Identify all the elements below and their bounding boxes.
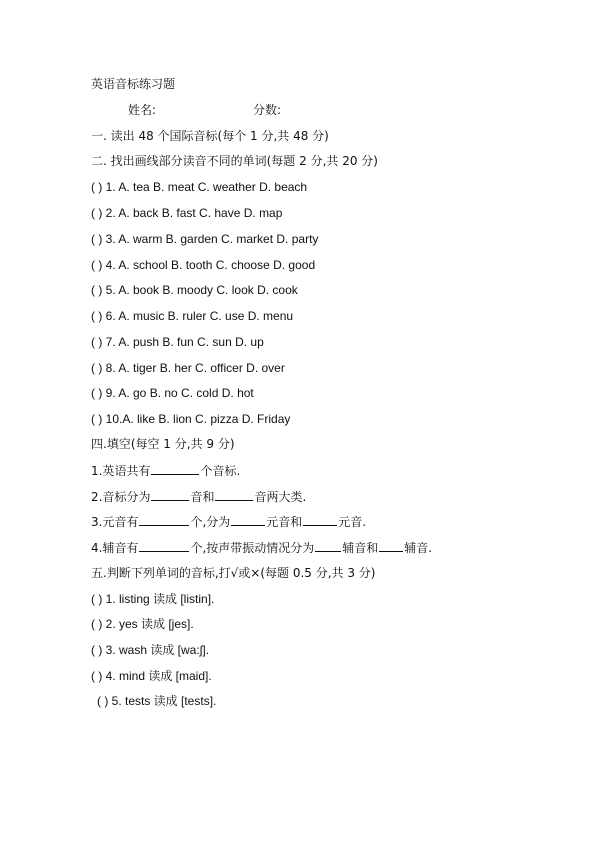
answer-blank[interactable] — [139, 513, 189, 526]
answer-blank[interactable] — [379, 539, 403, 552]
fill-q2-text-c: 音两大类. — [254, 490, 307, 504]
fill-question-3 — [91, 513, 366, 530]
fill-question-4 — [91, 539, 432, 556]
section-2-title: 二. 找出画线部分读音不同的单词(每题 2 分,共 20 分) — [91, 154, 378, 168]
score-label: 分数: — [253, 103, 282, 117]
section-2-item-4: ( ) 4. A. school B. tooth C. choose D. good — [91, 258, 316, 272]
section-2-item-2: ( ) 2. A. back B. fast C. have D. map — [91, 206, 283, 220]
fill-q3-text-c: 元音和 — [266, 515, 303, 529]
section-2-item-1: ( ) 1. A. tea B. meat C. weather D. beach — [91, 180, 308, 194]
fill-question-1 — [91, 462, 240, 479]
answer-blank[interactable] — [151, 488, 189, 501]
section-2-item-6: ( ) 6. A. music B. ruler C. use D. menu — [91, 309, 294, 323]
fill-q1-text-a: 1.英语共有 — [91, 464, 151, 478]
fill-q4-text-c: 辅音和 — [342, 541, 379, 555]
section-5-item-4: ( ) 4. mind 读成 [maid]. — [91, 669, 212, 683]
answer-blank[interactable] — [315, 539, 341, 552]
fill-q4-text-d: 辅音. — [404, 541, 433, 555]
fill-q2-text-b: 音和 — [190, 490, 215, 504]
section-5-item-1: ( ) 1. listing 读成 [listin]. — [91, 592, 215, 606]
section-5-title: 五.判断下列单词的音标,打√或×(每题 0.5 分,共 3 分) — [91, 566, 376, 580]
answer-blank[interactable] — [231, 513, 265, 526]
fill-q4-text-a: 4.辅音有 — [91, 541, 139, 555]
answer-blank[interactable] — [303, 513, 337, 526]
worksheet-title: 英语音标练习题 — [91, 77, 176, 91]
section-5-item-2: ( ) 2. yes 读成 [jes]. — [91, 617, 194, 631]
section-2-item-8: ( ) 8. A. tiger B. her C. officer D. over — [91, 361, 285, 375]
section-2-item-7: ( ) 7. A. push B. fun C. sun D. up — [91, 335, 264, 349]
section-2-item-9: ( ) 9. A. go B. no C. cold D. hot — [91, 386, 254, 400]
name-label: 姓名: — [128, 103, 157, 117]
section-2-item-10: ( ) 10.A. like B. lion C. pizza D. Friday — [91, 412, 291, 426]
fill-q4-text-b: 个,按声带振动情况分为 — [190, 541, 315, 555]
answer-blank[interactable] — [215, 488, 253, 501]
fill-q3-text-d: 元音. — [338, 515, 367, 529]
fill-question-2 — [91, 488, 306, 505]
section-2-item-5: ( ) 5. A. book B. moody C. look D. cook — [91, 283, 298, 297]
fill-q2-text-a: 2.音标分为 — [91, 490, 151, 504]
answer-blank[interactable] — [151, 462, 199, 475]
section-2-item-3: ( ) 3. A. warm B. garden C. market D. party — [91, 232, 319, 246]
fill-q3-text-a: 3.元音有 — [91, 515, 139, 529]
section-5-item-5: ( ) 5. tests 读成 [tests]. — [97, 694, 217, 708]
fill-q1-text-b: 个音标. — [200, 464, 241, 478]
section-4-title: 四.填空(每空 1 分,共 9 分) — [91, 437, 235, 451]
answer-blank[interactable] — [139, 539, 189, 552]
section-1-title: 一. 读出 48 个国际音标(每个 1 分,共 48 分) — [91, 129, 329, 143]
fill-q3-text-b: 个,分为 — [190, 515, 231, 529]
section-5-item-3: ( ) 3. wash 读成 [wa:ʃ]. — [91, 643, 210, 657]
